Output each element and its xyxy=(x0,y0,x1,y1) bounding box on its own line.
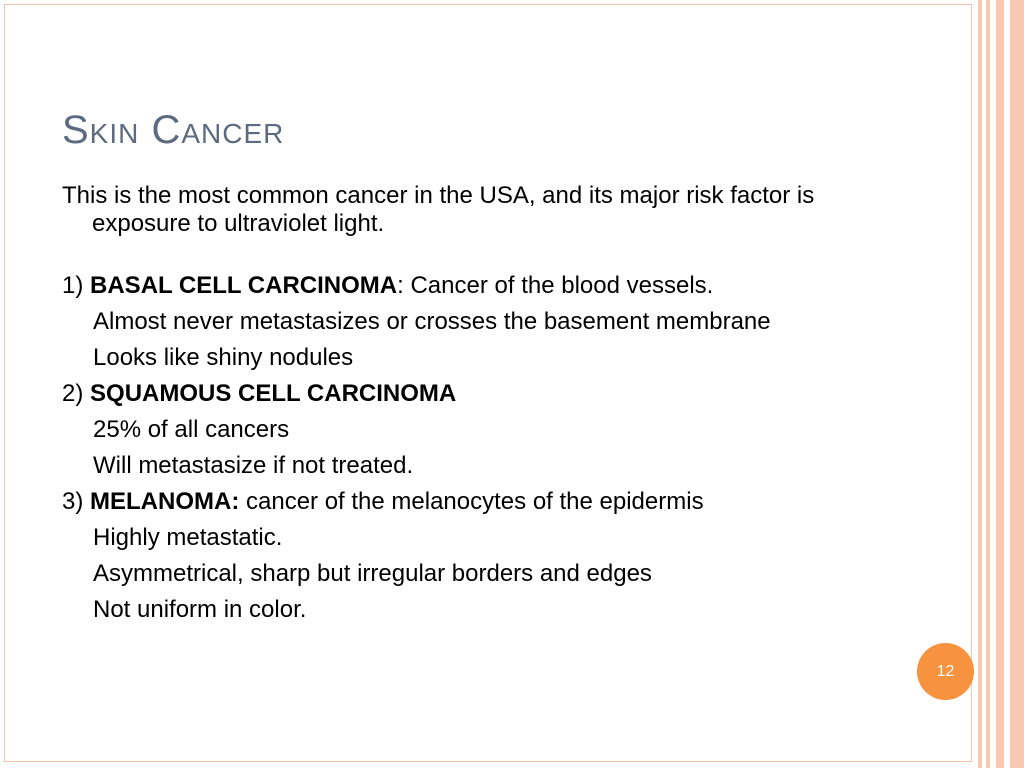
sub-point: Looks like shiny nodules xyxy=(93,344,354,371)
item-number: 2) xyxy=(62,380,91,407)
list-item-basal xyxy=(62,272,882,300)
spacer xyxy=(62,238,882,272)
item-heading: MELANOMA: xyxy=(90,488,240,515)
slide-title: Skin Cancer xyxy=(62,108,285,152)
item-heading-suffix: : Cancer of the blood vessels. xyxy=(397,272,714,299)
decorative-stripe-2 xyxy=(986,0,990,768)
sub-point: Almost never metastasizes or crosses the basement membrane xyxy=(93,308,771,335)
item-number: 1) xyxy=(62,272,91,299)
decorative-stripe-1 xyxy=(978,0,982,768)
slide-body xyxy=(62,182,882,624)
item-heading: SQUAMOUS CELL CARCINOMA xyxy=(90,380,457,407)
sub-point: 25% of all cancers xyxy=(93,416,290,443)
sub-point: Highly metastatic. xyxy=(93,524,283,551)
page-number-badge: 12 xyxy=(917,643,974,700)
intro-paragraph: This is the most common cancer in the USA, and its major risk factor is exposure to ultraviolet light. xyxy=(62,182,815,237)
sub-point: Asymmetrical, sharp but irregular borders and edges xyxy=(93,560,652,587)
decorative-stripe-3 xyxy=(996,0,1004,768)
sub-point: Will metastasize if not treated. xyxy=(93,452,414,479)
decorative-stripe-4 xyxy=(1010,0,1024,768)
item-number: 3) xyxy=(62,488,91,515)
sub-point: Not uniform in color. xyxy=(93,596,307,623)
item-heading-suffix: cancer of the melanocytes of the epidermis xyxy=(239,488,704,515)
item-heading: BASAL CELL CARCINOMA xyxy=(90,272,398,299)
list-item-melanoma xyxy=(62,488,882,516)
list-item-squamous xyxy=(62,380,882,408)
